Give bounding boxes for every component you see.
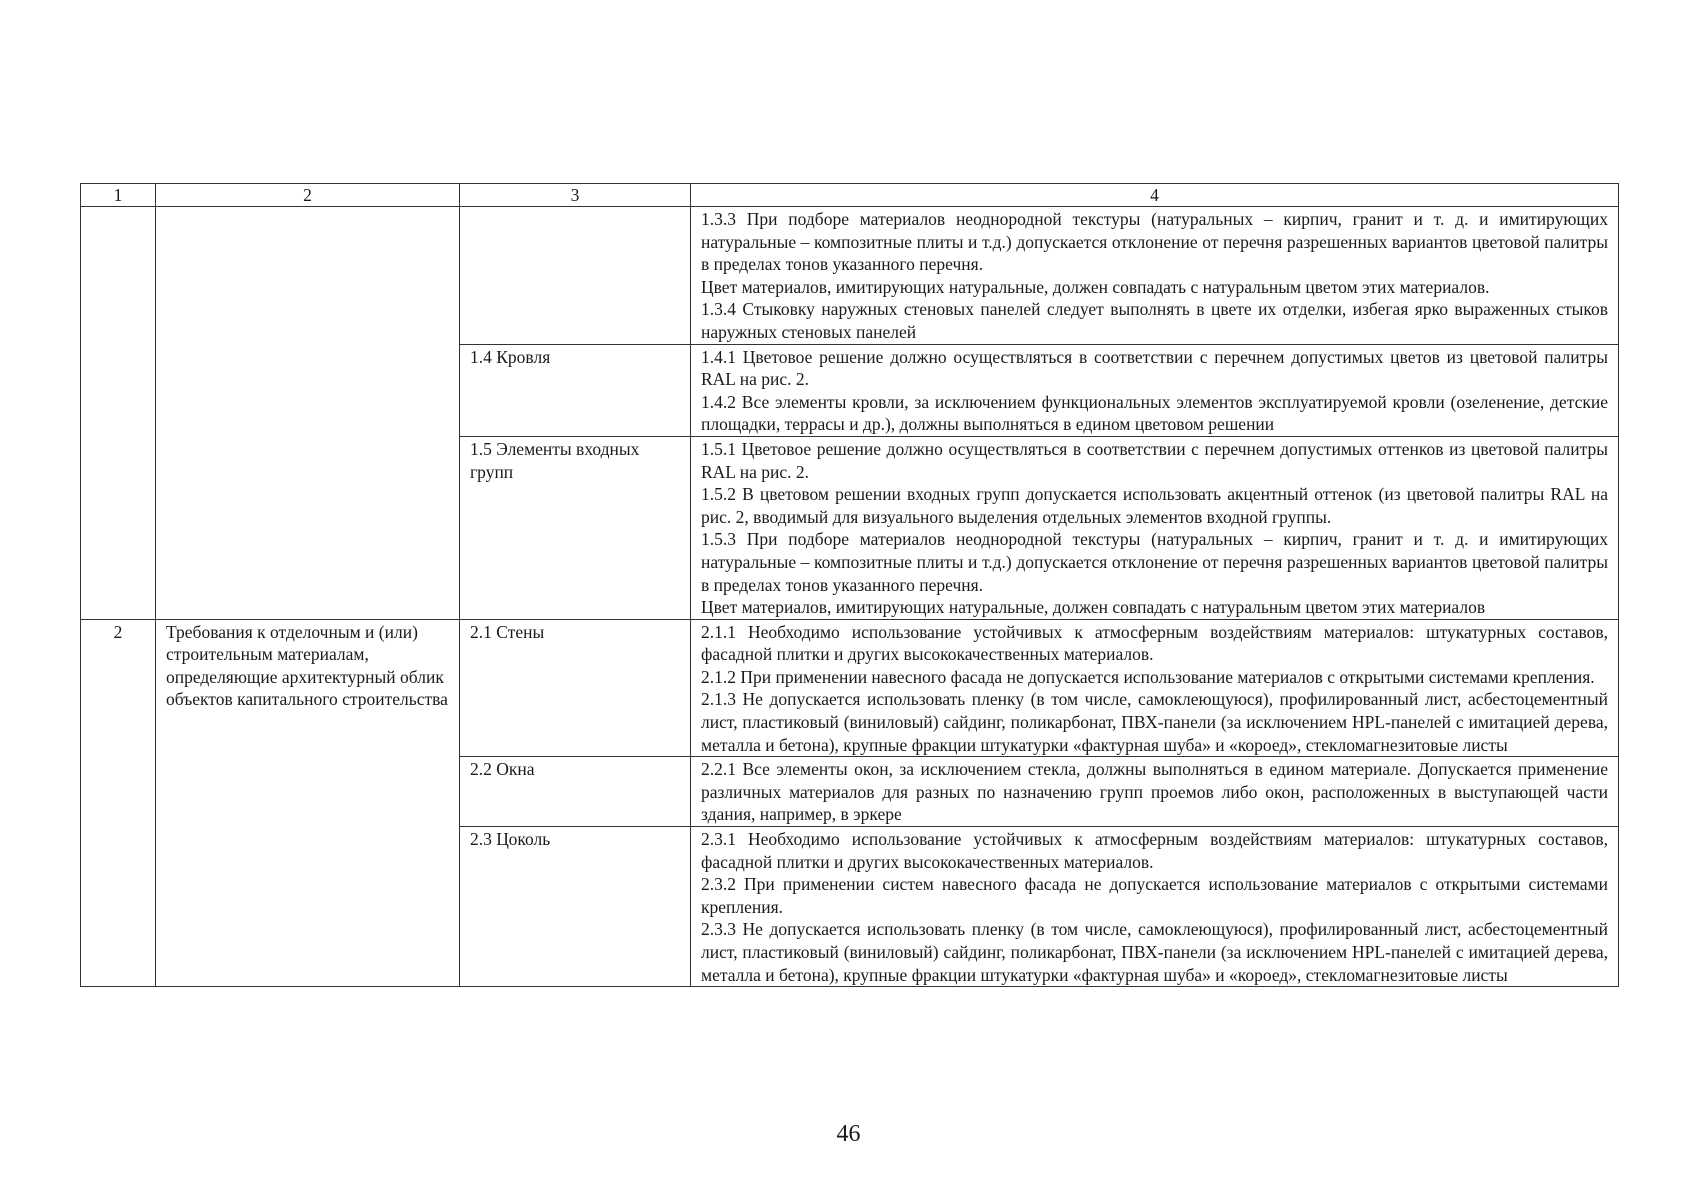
row-number-cell: 2: [81, 619, 156, 987]
element-cell: 2.3 Цоколь: [460, 827, 691, 987]
paragraph: 1.5.3 При подборе материалов неоднородной текстуры (натуральных – кирпич, гранит и т. д. и имитирующих натуральные – композитные плиты и т.д.) допускается отклонение от перечня разрешенных вариантов цветовой палитры в пределах тонов указанного перечня.: [701, 529, 1608, 595]
element-cell: 1.5 Элементы входных групп: [460, 436, 691, 619]
header-cell-1: 1: [81, 184, 156, 207]
requirement-text-cell: [691, 436, 1619, 619]
table-header-row: [81, 184, 1619, 207]
header-cell-2: 2: [156, 184, 460, 207]
row-number-cell: [81, 207, 156, 620]
requirement-type-cell: Требования к отделочным и (или) строительным материалам, определяющие архитектурный облик объектов капитального строительства: [156, 619, 460, 987]
requirement-text-cell: [691, 757, 1619, 827]
paragraph: 1.3.4 Стыковку наружных стеновых панелей следует выполнять в цвете их отделки, избегая ярко выраженных стыков наружных стеновых панелей: [701, 299, 1608, 342]
element-cell: 2.1 Стены: [460, 619, 691, 757]
paragraph: Цвет материалов, имитирующих натуральные, должен совпадать с натуральным цветом этих материалов.: [701, 276, 1490, 297]
paragraph: 2.1.2 При применении навесного фасада не допускается использование материалов с открытыми системами крепления.: [701, 666, 1595, 687]
paragraph: 1.4.1 Цветовое решение должно осуществляться в соответствии с перечнем допустимых цветов из цветовой палитры RAL на рис. 2.: [701, 346, 1608, 390]
paragraph: 1.3.3 При подборе материалов неоднородной текстуры (натуральных – кирпич, гранит и т. д. и имитирующих натуральные – композитные плиты и т.д.) допускается отклонение от перечня разрешенных вариантов цветовой палитры в пределах тонов указанного перечня.: [701, 209, 1608, 275]
paragraph: 1.5.2 В цветовом решении входных групп допускается использовать акцентный оттенок (из цветовой палитры RAL на рис. 2, вводимый для визуального выделения отдельных элементов входной группы.: [701, 484, 1608, 527]
page-number: 46: [836, 1121, 861, 1147]
element-cell: 2.2 Окна: [460, 757, 691, 827]
table-row: [81, 619, 1619, 757]
element-cell: 1.4 Кровля: [460, 344, 691, 436]
element-cell: [460, 207, 691, 345]
requirements-table: [80, 183, 1619, 987]
paragraph: 1.5.1 Цветовое решение должно осуществляться в соответствии с перечнем допустимых оттенков из цветовой палитры RAL на рис. 2.: [701, 438, 1608, 482]
requirement-text-cell: [691, 619, 1619, 757]
requirement-text-cell: [691, 827, 1619, 987]
paragraph: 2.1.3 Не допускается использовать пленку (в том числе, самоклеющуюся), профилированный лист, асбестоцементный лист, пластиковый (виниловый) сайдинг, поликарбонат, ПВХ-панели (за исключением HPL-панелей с имитацией дерева, металла и бетона), крупные фракции штукатурки «фактурная шуба» и «короед», стекломагнезитовые листы: [701, 689, 1608, 755]
requirement-type-cell: [156, 207, 460, 620]
table-row: [81, 207, 1619, 345]
paragraph: Цвет материалов, имитирующих натуральные, должен совпадать с натуральным цветом этих материалов: [701, 597, 1486, 618]
header-cell-3: 3: [460, 184, 691, 207]
paragraph: 2.3.1 Необходимо использование устойчивых к атмосферным воздействиям материалов: штукатурных составов, фасадной плитки и других высококачественных материалов.: [701, 829, 1608, 872]
paragraph: 2.3.3 Не допускается использовать пленку (в том числе, самоклеющуюся), профилированный лист, асбестоцементный лист, пластиковый (виниловый) сайдинг, поликарбонат, ПВХ-панели (за исключением HPL-панелей с имитацией дерева, металла и бетона), крупные фракции штукатурки «фактурная шуба» и «короед», стекломагнезитовые листы: [701, 919, 1608, 985]
header-cell-4: 4: [691, 184, 1619, 207]
paragraph: 2.1.1 Необходимо использование устойчивых к атмосферным воздействиям материалов: штукатурных составов, фасадной плитки и других высококачественных материалов.: [701, 621, 1608, 665]
requirement-text-cell: [691, 344, 1619, 436]
requirement-text-cell: [691, 207, 1619, 345]
paragraph: 1.4.2 Все элементы кровли, за исключением функциональных элементов эксплуатируемой кровли (озеленение, детские площадки, террасы и др.), должны выполняться в едином цветовом решении: [701, 391, 1608, 435]
paragraph: 2.3.2 При применении систем навесного фасада не допускается использование материалов с открытыми системами крепления.: [701, 874, 1608, 917]
paragraph: 2.2.1 Все элементы окон, за исключением стекла, должны выполняться в едином материале. Допускается применение различных материалов для разных по назначению групп проемов либо окон, расположенных в выступающей части здания, например, в эркере: [701, 759, 1608, 825]
